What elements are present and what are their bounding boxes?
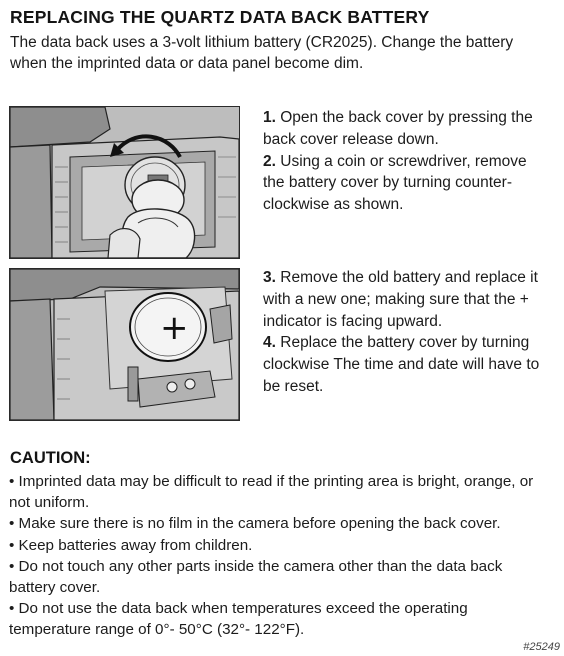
caution-list [9,471,549,641]
caution-heading: CAUTION: [10,449,91,467]
caution-item: • Do not touch any other parts inside the camera other than the data back battery cover. [9,557,503,597]
document-id-stamp: #25249 [523,641,560,653]
step-1-number: 1. [263,109,276,126]
battery-cover-removal-illustration [9,106,240,259]
caution-item: • Keep batteries away from children. [9,536,253,554]
battery-compartment-drawing [10,269,239,420]
step-4-text: Replace the battery cover by turning clockwise The time and date will have to be reset. [263,334,540,395]
step-2-number: 2. [263,152,276,170]
steps-group-2 [263,267,549,398]
camera-back-coin-drawing [10,107,239,258]
step-2 [263,151,549,216]
battery-plus-symbol: + [160,308,189,348]
intro-paragraph: The data back uses a 3-volt lithium battery (CR2025). Change the battery when the imprinted data or data panel become dim. [10,34,514,72]
steps-group-1 [263,107,549,216]
battery-installation-illustration [9,268,240,421]
step-4 [263,332,549,397]
caution-item: • Make sure there is no film in the camera before opening the back cover. [9,515,501,533]
caution-item: • Do not use the data back when temperatures exceed the operating temperature range of 0°- 50°C (32°- 122°F). [9,600,468,639]
step-3-text: Remove the old battery and replace it with a new one; making sure that the + indicator is facing upward. [263,269,538,330]
step-1 [263,107,549,151]
step-3-number: 3. [263,269,276,286]
caution-item: • Imprinted data may be difficult to read if the printing area is bright, orange, or not uniform. [9,473,534,512]
step-1-text: Open the back cover by pressing the back cover release down. [263,109,533,148]
step-2-text: Using a coin or screwdriver, remove the battery cover by turning counter-clockwise as shown. [263,152,527,214]
step-4-number: 4. [263,334,276,352]
step-3 [263,267,549,332]
page-title: REPLACING THE QUARTZ DATA BACK BATTERY [10,7,430,27]
